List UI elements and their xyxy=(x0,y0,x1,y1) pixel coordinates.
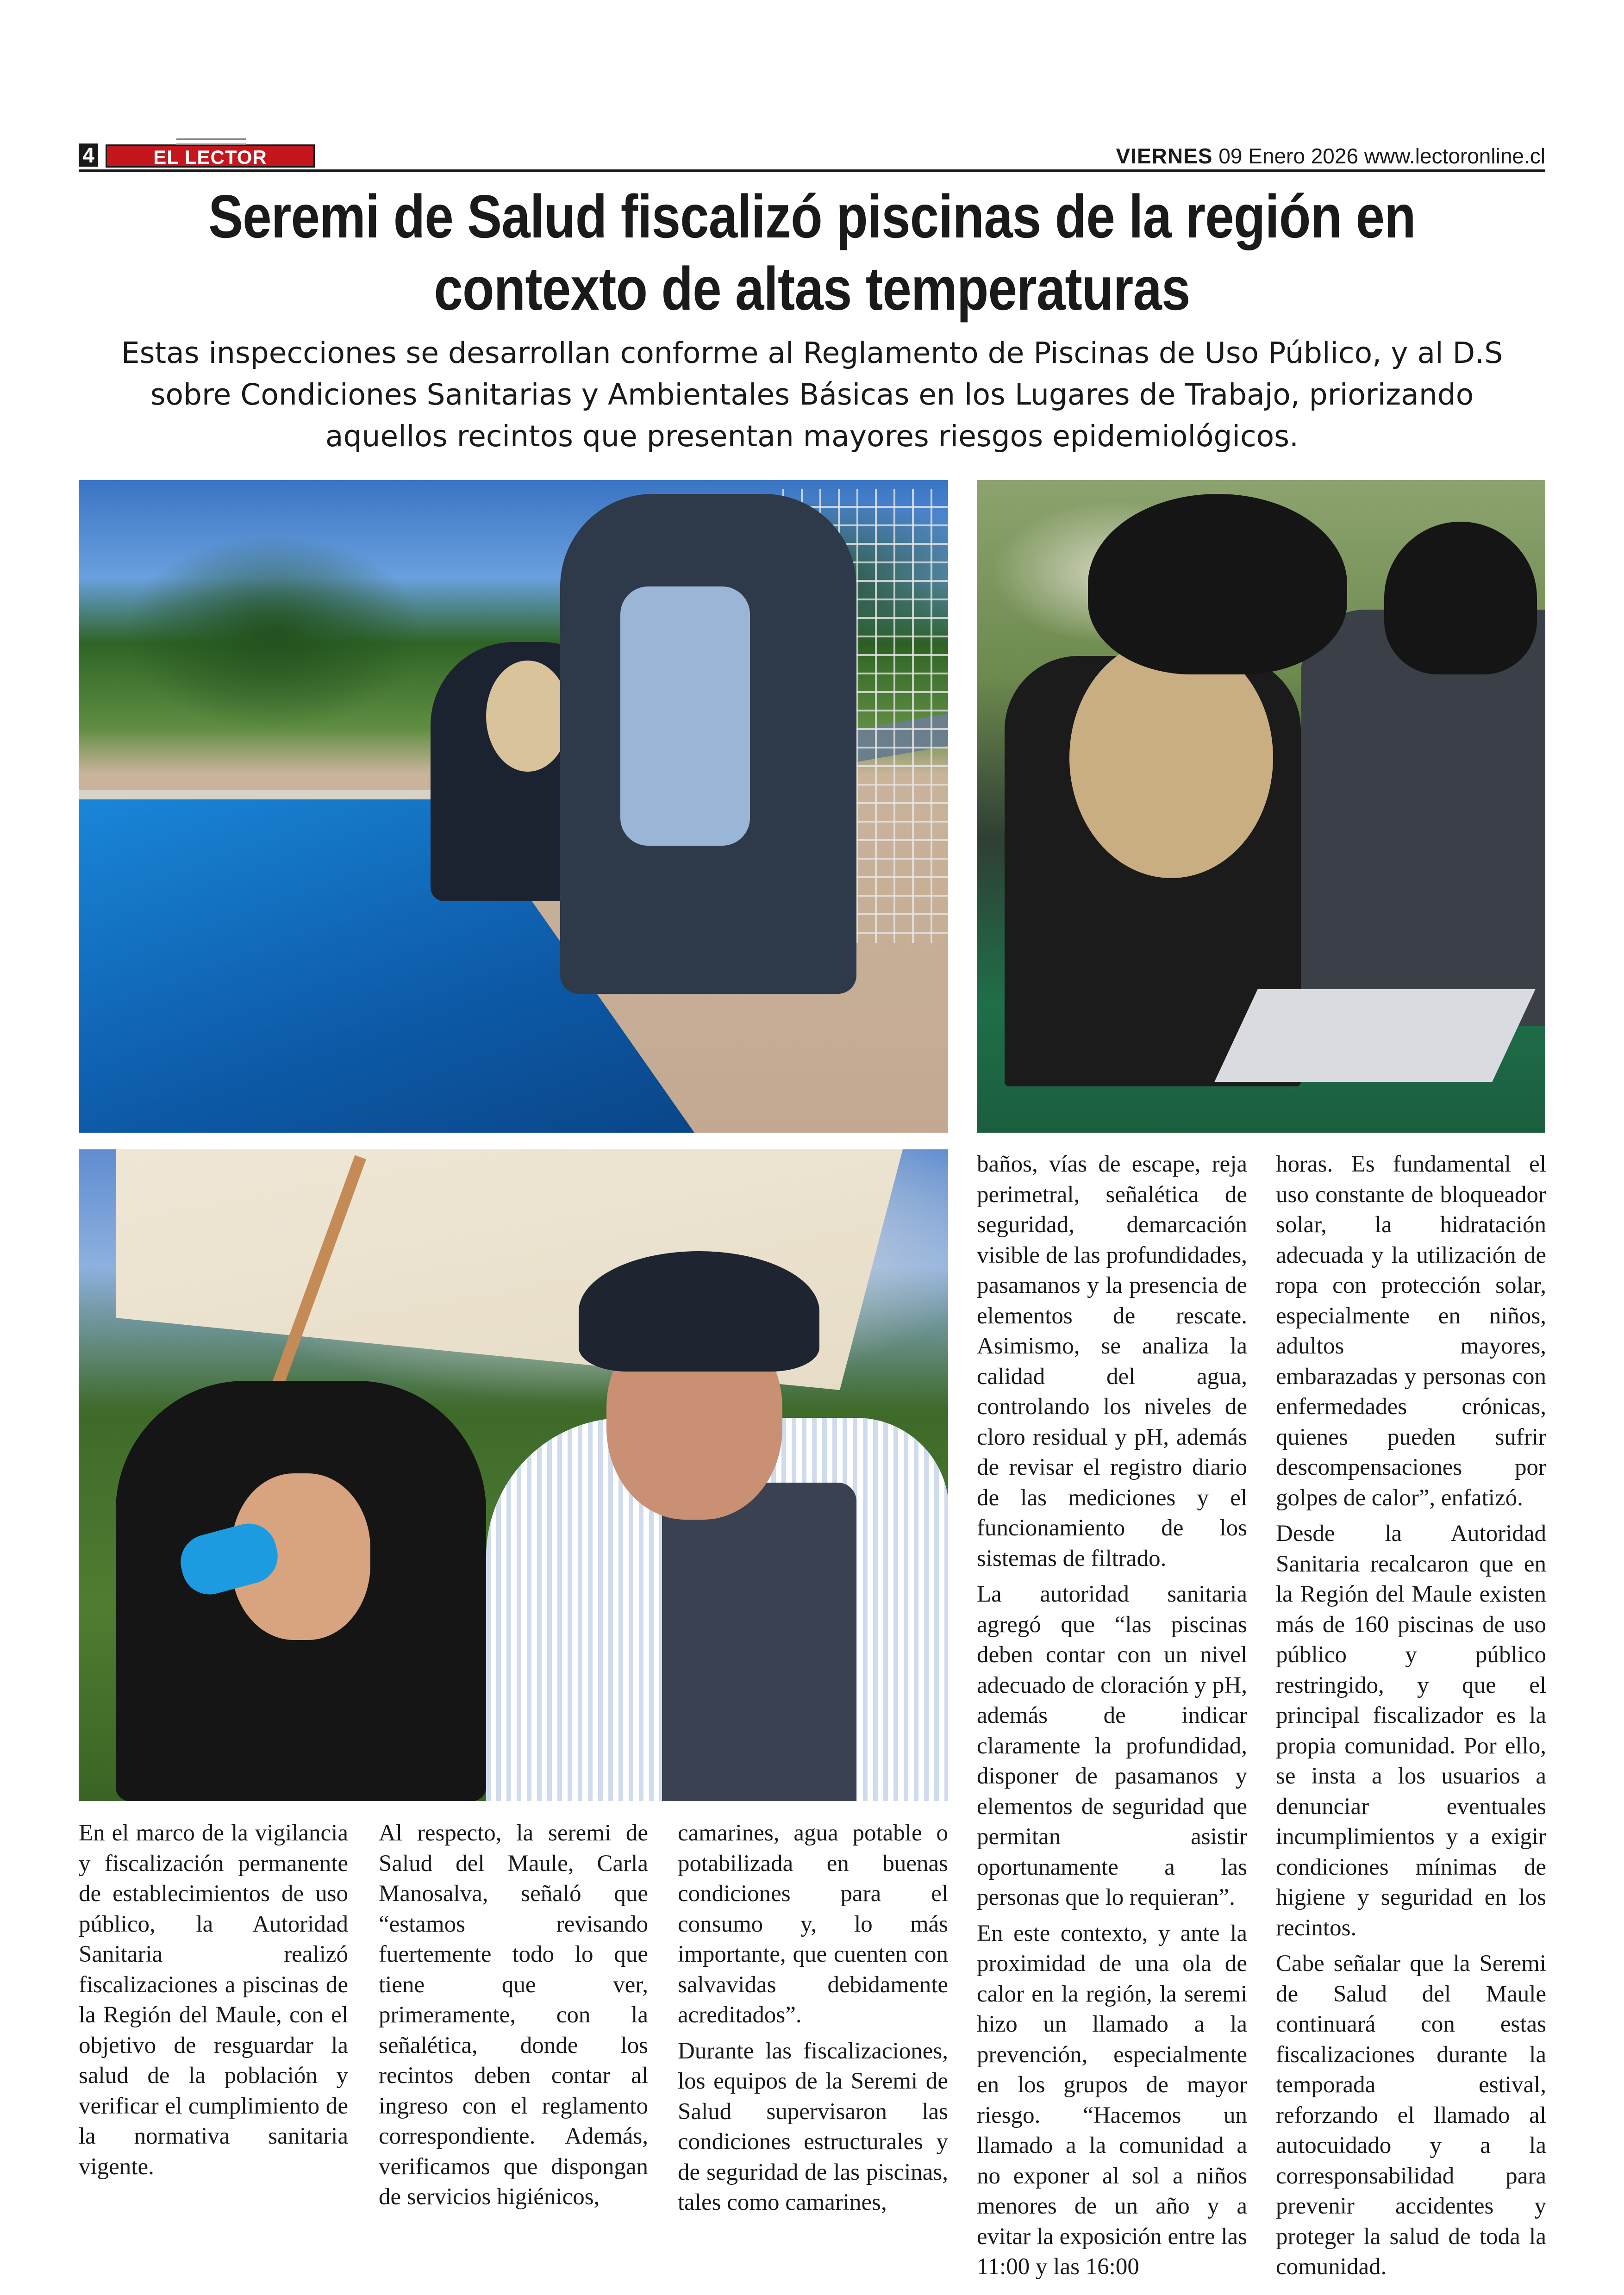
article-column-2 xyxy=(379,1818,648,2213)
photo-bucket-hat xyxy=(1088,494,1347,674)
article-column-5 xyxy=(1276,1149,1546,2283)
dateline xyxy=(1116,143,1546,168)
website-url: www.lectoronline.cl xyxy=(1364,144,1545,168)
paragraph: Durante las fiscalizaciones, los equipos de la Seremi de Salud supervisaron las condiciones estructurales y de seguridad de las piscinas, tales como camarines, xyxy=(678,2038,948,2215)
newspaper-logo: EL LECTOR xyxy=(106,144,315,168)
page-header xyxy=(79,142,1545,172)
article-deck: Estas inspecciones se desarrollan conforme al Reglamento de Piscinas de Uso Público, y al D.S sobre Condiciones Sanitarias y Ambientales Básicas en los Lugares de Trabajo, priorizando aquellos recintos que presentan mayores riesgos epidemiológicos. xyxy=(121,336,1503,453)
photo-inspector-vest xyxy=(662,1483,856,1801)
photo-cap xyxy=(1384,522,1537,674)
article-column-1 xyxy=(79,1818,348,2182)
photo-cap xyxy=(579,1251,819,1372)
dateline-day: VIERNES xyxy=(1116,144,1213,168)
paragraph: horas. Es fundamental el uso constante de bloqueador solar, la hidratación adecuada y la utilización de ropa con protección solar, especialmente en niños, adultos mayores, embarazadas y personas con enfermedades crónicas, quienes pueden sufrir descompensaciones por golpes de calor”, enfatizó. xyxy=(1276,1151,1546,1511)
paragraph: Cabe señalar que la Seremi de Salud del Maule continuará con estas fiscalizaciones durante la temporada estival, reforzando el llamado al autocuidado y a la corresponsabilidad para prevenir accidentes y proteger la salud de toda la comunidad. xyxy=(1276,1951,1546,2280)
paragraph: camarines, agua potable o potabilizada en buenas condiciones para el consumo y, lo más importante, que cuenten con salvavidas debidamente acreditados”. xyxy=(678,1820,948,2028)
paragraph: En este contexto, y ante la proximidad de una ola de calor en la región, la seremi hizo un llamado a la prevención, especialmente en los grupos de mayor riesgo. “Hacemos un llamado a la comunidad a no exponer al sol a niños menores de un año y a evitar la exposición entre las 11:00 y las 16:00 xyxy=(977,1920,1247,2280)
photo-pool-inspection xyxy=(79,480,948,1133)
article-headline: Seremi de Salud fiscalizó piscinas de la región en contexto de altas temperaturas xyxy=(208,182,1416,323)
photo-water-test xyxy=(79,1149,948,1801)
article-column-4 xyxy=(977,1149,1247,2283)
photo-logbook xyxy=(1214,989,1535,1082)
paragraph: La autoridad sanitaria agregó que “las piscinas deben contar con un nivel adecuado de cloración y pH, además de indicar claramente la profundidad, disponer de pasamanos y elementos de seguridad que permitan asistir oportunamente a las personas que lo requieran”. xyxy=(977,1581,1247,1910)
dateline-date: 09 Enero 2026 xyxy=(1218,144,1359,168)
photo-inspector-hair xyxy=(486,661,569,772)
paragraph: Al respecto, la seremi de Salud del Maule, Carla Manosalva, señaló que “estamos revisando fuertemente todo lo que tiene que ver, primeramente, con la señalética, donde los recintos deben contar al ingreso con el reglamento correspondiente. Además, verificamos que dispongan de servicios higiénicos, xyxy=(379,1820,648,2210)
paragraph: En el marco de la vigilancia y fiscalización permanente de establecimientos de uso público, la Autoridad Sanitaria realizó fiscalizaciones a piscinas de la Región del Maule, con el objetivo de resguardar la salud de la población y verificar el cumplimiento de la normativa sanitaria vigente. xyxy=(79,1820,348,2180)
paragraph: baños, vías de escape, reja perimetral, señalética de seguridad, demarcación visible de las profundidades, pasamanos y la presencia de elementos de rescate. Asimismo, se analiza la calidad del agua, controlando los niveles de cloro residual y pH, además de revisar el registro diario de las mediciones y el funcionamiento de los sistemas de filtrado. xyxy=(977,1151,1247,1572)
paragraph: Desde la Autoridad Sanitaria recalcaron que en la Región del Maule existen más de 160 piscinas de uso público y público restringido, y que el principal fiscalizador es la propia comunidad. Por ello, se insta a los usuarios a denunciar eventuales incumplimientos y a exigir condiciones mínimas de higiene y seguridad en los recintos. xyxy=(1276,1521,1546,1941)
page-number: 4 xyxy=(79,143,98,167)
photo-inspector-shirt xyxy=(620,586,750,846)
article-column-3 xyxy=(678,1818,948,2218)
photo-document-review xyxy=(977,480,1545,1133)
